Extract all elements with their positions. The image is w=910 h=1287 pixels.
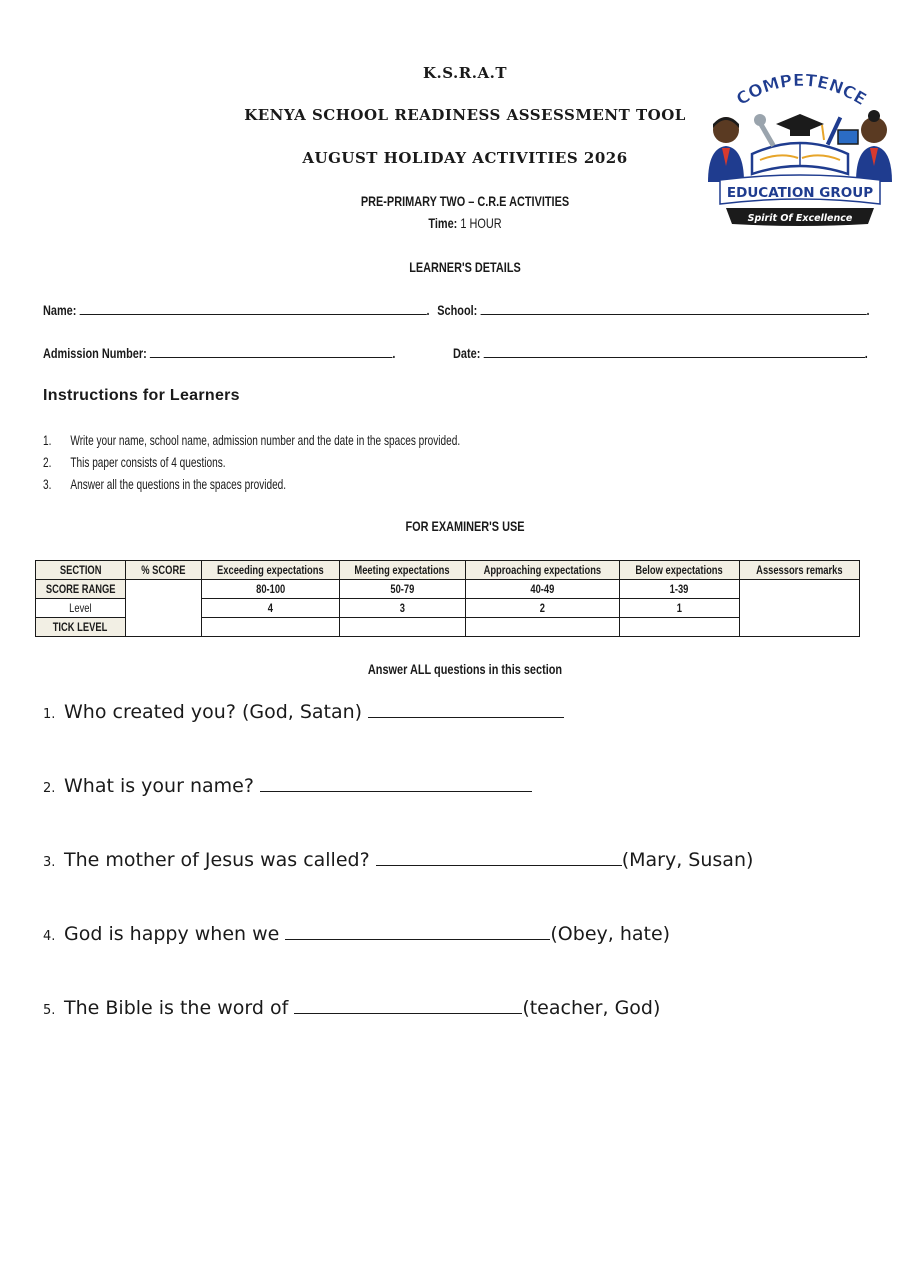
table-header-cell: Assessors remarks (740, 561, 860, 580)
name-school-row: Name: . School: . (43, 302, 870, 318)
answer-options: (Obey, hate) (550, 923, 671, 945)
school-label: School: (437, 302, 478, 318)
question-text: What is your name? (64, 775, 254, 797)
instruction-number: 1. (43, 432, 52, 448)
assessment-subtitle: AUGUST HOLIDAY ACTIVITIES 2026 (302, 149, 628, 167)
question-item (43, 997, 660, 1019)
question-text: Who created you? (God, Satan) (64, 701, 363, 723)
table-cell: 50-79 (340, 580, 466, 599)
question-number: 3. (43, 855, 56, 870)
table-cell: 4 (202, 599, 340, 618)
answer-blank[interactable] (285, 926, 550, 940)
tick-cell[interactable] (340, 618, 466, 637)
score-range-label: SCORE RANGE (36, 580, 126, 599)
answer-blank[interactable] (368, 704, 564, 718)
question-text: The mother of Jesus was called? (64, 849, 370, 871)
section-instruction: Answer ALL questions in this section (367, 661, 563, 677)
name-field[interactable] (79, 303, 426, 315)
tick-cell[interactable] (466, 618, 620, 637)
question-item (43, 923, 670, 945)
question-number: 5. (43, 1003, 56, 1018)
question-number: 2. (43, 781, 56, 796)
table-cell: 1-39 (620, 580, 740, 599)
paper-title: PRE-PRIMARY TWO – C.R.E ACTIVITIES (360, 193, 570, 209)
question-item (43, 849, 753, 871)
date-field[interactable] (483, 346, 864, 358)
table-header-cell: % SCORE (126, 561, 202, 580)
answer-blank[interactable] (294, 1000, 522, 1014)
admission-date-row: Admission Number: . Date: . (43, 345, 868, 361)
date-label: Date: (453, 345, 481, 361)
instruction-number: 3. (43, 476, 52, 492)
table-header-cell: Exceeding expectations (202, 561, 340, 580)
table-cell: 80-100 (202, 580, 340, 599)
percent-score-cell[interactable] (126, 580, 202, 637)
answer-options: (Mary, Susan) (621, 849, 754, 871)
admission-number-field[interactable] (150, 346, 393, 358)
assessors-remarks-cell[interactable] (740, 580, 860, 637)
svg-text:COMPETENCE (733, 71, 870, 110)
school-field[interactable] (480, 303, 866, 315)
name-label: Name: (43, 302, 77, 318)
time-value: 1 HOUR (460, 215, 502, 231)
question-text: The Bible is the word of (64, 997, 289, 1019)
table-cell: 40-49 (466, 580, 620, 599)
answer-options: (teacher, God) (522, 997, 661, 1019)
instruction-text: Write your name, school name, admission number and the date in the spaces provided. (70, 432, 461, 448)
competence-education-group-logo (700, 62, 900, 234)
table-row (36, 580, 860, 599)
instruction-text: Answer all the questions in the spaces provided. (70, 476, 287, 492)
question-item (43, 775, 532, 797)
assessment-acronym: K.S.R.A.T (423, 64, 507, 82)
question-number: 4. (43, 929, 56, 944)
instruction-number: 2. (43, 454, 52, 470)
table-header-cell: Meeting expectations (340, 561, 466, 580)
question-text: God is happy when we (64, 923, 280, 945)
time-label: Time: (428, 215, 458, 231)
level-label: Level (36, 599, 126, 618)
table-header-cell: Approaching expectations (466, 561, 620, 580)
instructions-title: Instructions for Learners (43, 387, 240, 404)
examiner-score-table (35, 560, 860, 637)
question-item (43, 701, 564, 723)
table-header-cell: Below expectations (620, 561, 740, 580)
table-cell: 3 (340, 599, 466, 618)
assessment-full-name: KENYA SCHOOL READINESS ASSESSMENT TOOL (244, 106, 686, 124)
table-cell: 2 (466, 599, 620, 618)
logo-top-text: COMPETENCE (733, 70, 870, 111)
logo-tagline: Spirit Of Excellence (747, 213, 853, 224)
table-header-row (36, 561, 860, 580)
answer-blank[interactable] (260, 778, 532, 792)
question-number: 1. (43, 707, 56, 722)
table-cell: 1 (620, 599, 740, 618)
examiner-use-heading: FOR EXAMINER'S USE (405, 518, 525, 534)
tick-cell[interactable] (620, 618, 740, 637)
tick-cell[interactable] (202, 618, 340, 637)
instruction-item (43, 454, 226, 470)
logo-middle-text: EDUCATION GROUP (726, 185, 874, 201)
admission-number-label: Admission Number: (43, 345, 147, 361)
table-header-cell: SECTION (36, 561, 126, 580)
answer-blank[interactable] (376, 852, 622, 866)
instruction-item (43, 476, 286, 492)
instruction-item (43, 432, 460, 448)
instruction-text: This paper consists of 4 questions. (70, 454, 226, 470)
learner-details-heading: LEARNER'S DETAILS (409, 259, 521, 275)
tick-level-label: TICK LEVEL (36, 618, 126, 637)
